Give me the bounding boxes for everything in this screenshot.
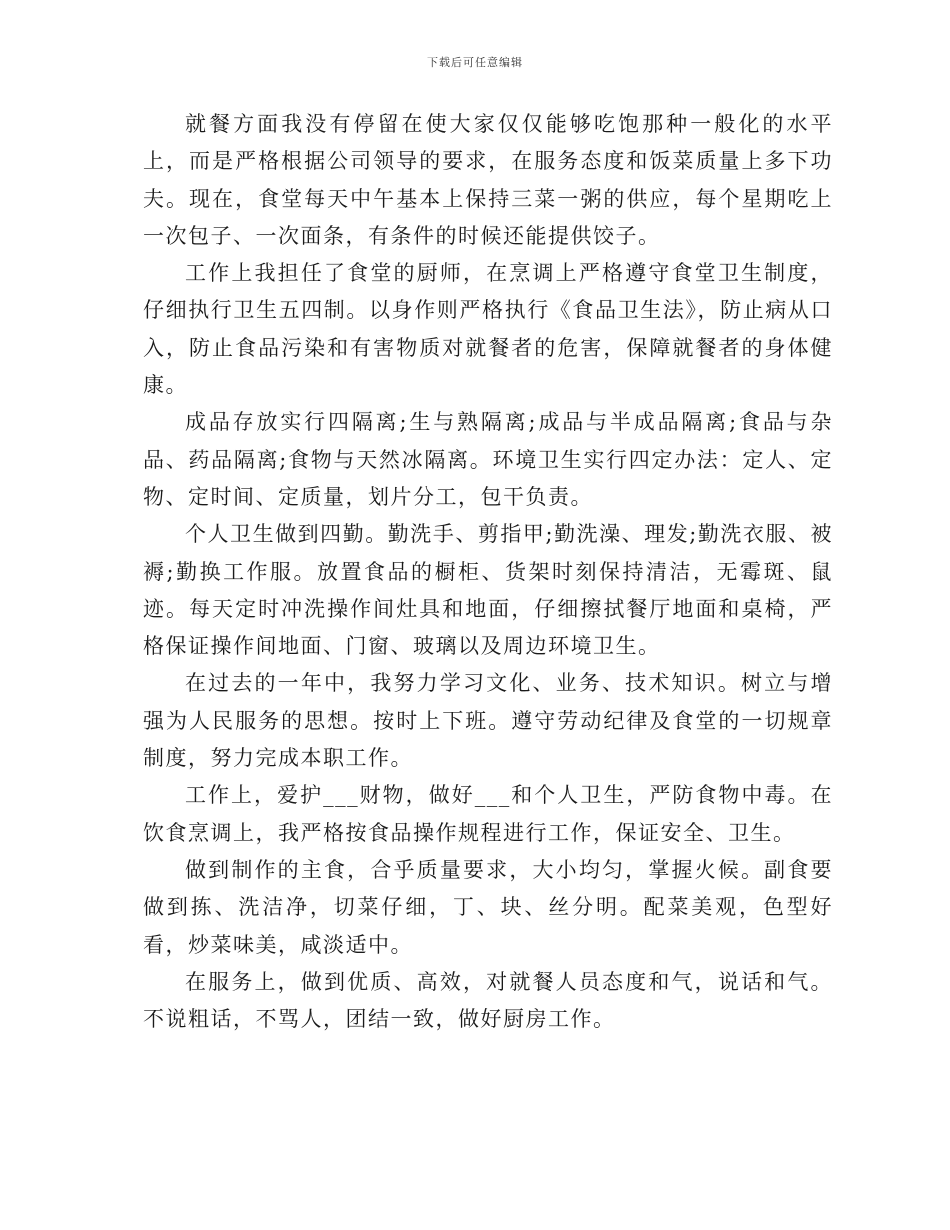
document-body (143, 106, 833, 1038)
paragraph-chef-duties: 工作上我担任了食堂的厨师，在烹调上严格遵守食堂卫生制度，仔细执行卫生五四制。以身作则严格执行《食品卫生法》，防止病从口入，防止食品污染和有害物质对就餐者的危害，保障就餐者的身体健康。 (143, 261, 833, 398)
header-note: 下载后可任意编辑 (427, 56, 523, 69)
paragraph-property-care: 工作上，爱护___财物，做好___和个人卫生，严防食物中毒。在饮食烹调上，我严格按食品操作规程进行工作，保证安全、卫生。 (143, 783, 833, 845)
paragraph-service: 在服务上，做到优质、高效，对就餐人员态度和气，说话和气。不说粗话，不骂人，团结一致，做好厨房工作。 (143, 969, 833, 1032)
paragraph-food-storage: 成品存放实行四隔离;生与熟隔离;成品与半成品隔离;食品与杂品、药品隔离;食物与天然冰隔离。环境卫生实行四定办法：定人、定物、定时间、定质量，划片分工，包干负责。 (143, 410, 833, 509)
paragraph-food-preparation: 做到制作的主食，合乎质量要求，大小均匀，掌握火候。副食要做到拣、洗洁净，切菜仔细，丁、块、丝分明。配菜美观，色型好看，炒菜味美，咸淡适中。 (143, 857, 833, 957)
paragraph-learning: 在过去的一年中，我努力学习文化、业务、技术知识。树立与增强为人民服务的思想。按时上下班。遵守劳动纪律及食堂的一切规章制度，努力完成本职工作。 (143, 671, 833, 771)
paragraph-dining: 就餐方面我没有停留在使大家仅仅能够吃饱那种一般化的水平上，而是严格根据公司领导的要求，在服务态度和饭菜质量上多下功夫。现在，食堂每天中午基本上保持三菜一粥的供应，每个星期吃上一次包子、一次面条，有条件的时候还能提供饺子。 (143, 112, 833, 248)
paragraph-personal-hygiene: 个人卫生做到四勤。勤洗手、剪指甲;勤洗澡、理发;勤洗衣服、被褥;勤换工作服。放置食品的橱柜、货架时刻保持清洁，无霉斑、鼠迹。每天定时冲洗操作间灶具和地面，仔细擦拭餐厅地面和桌椅，严格保证操作间地面、门窗、玻璃以及周边环境卫生。 (143, 522, 833, 659)
